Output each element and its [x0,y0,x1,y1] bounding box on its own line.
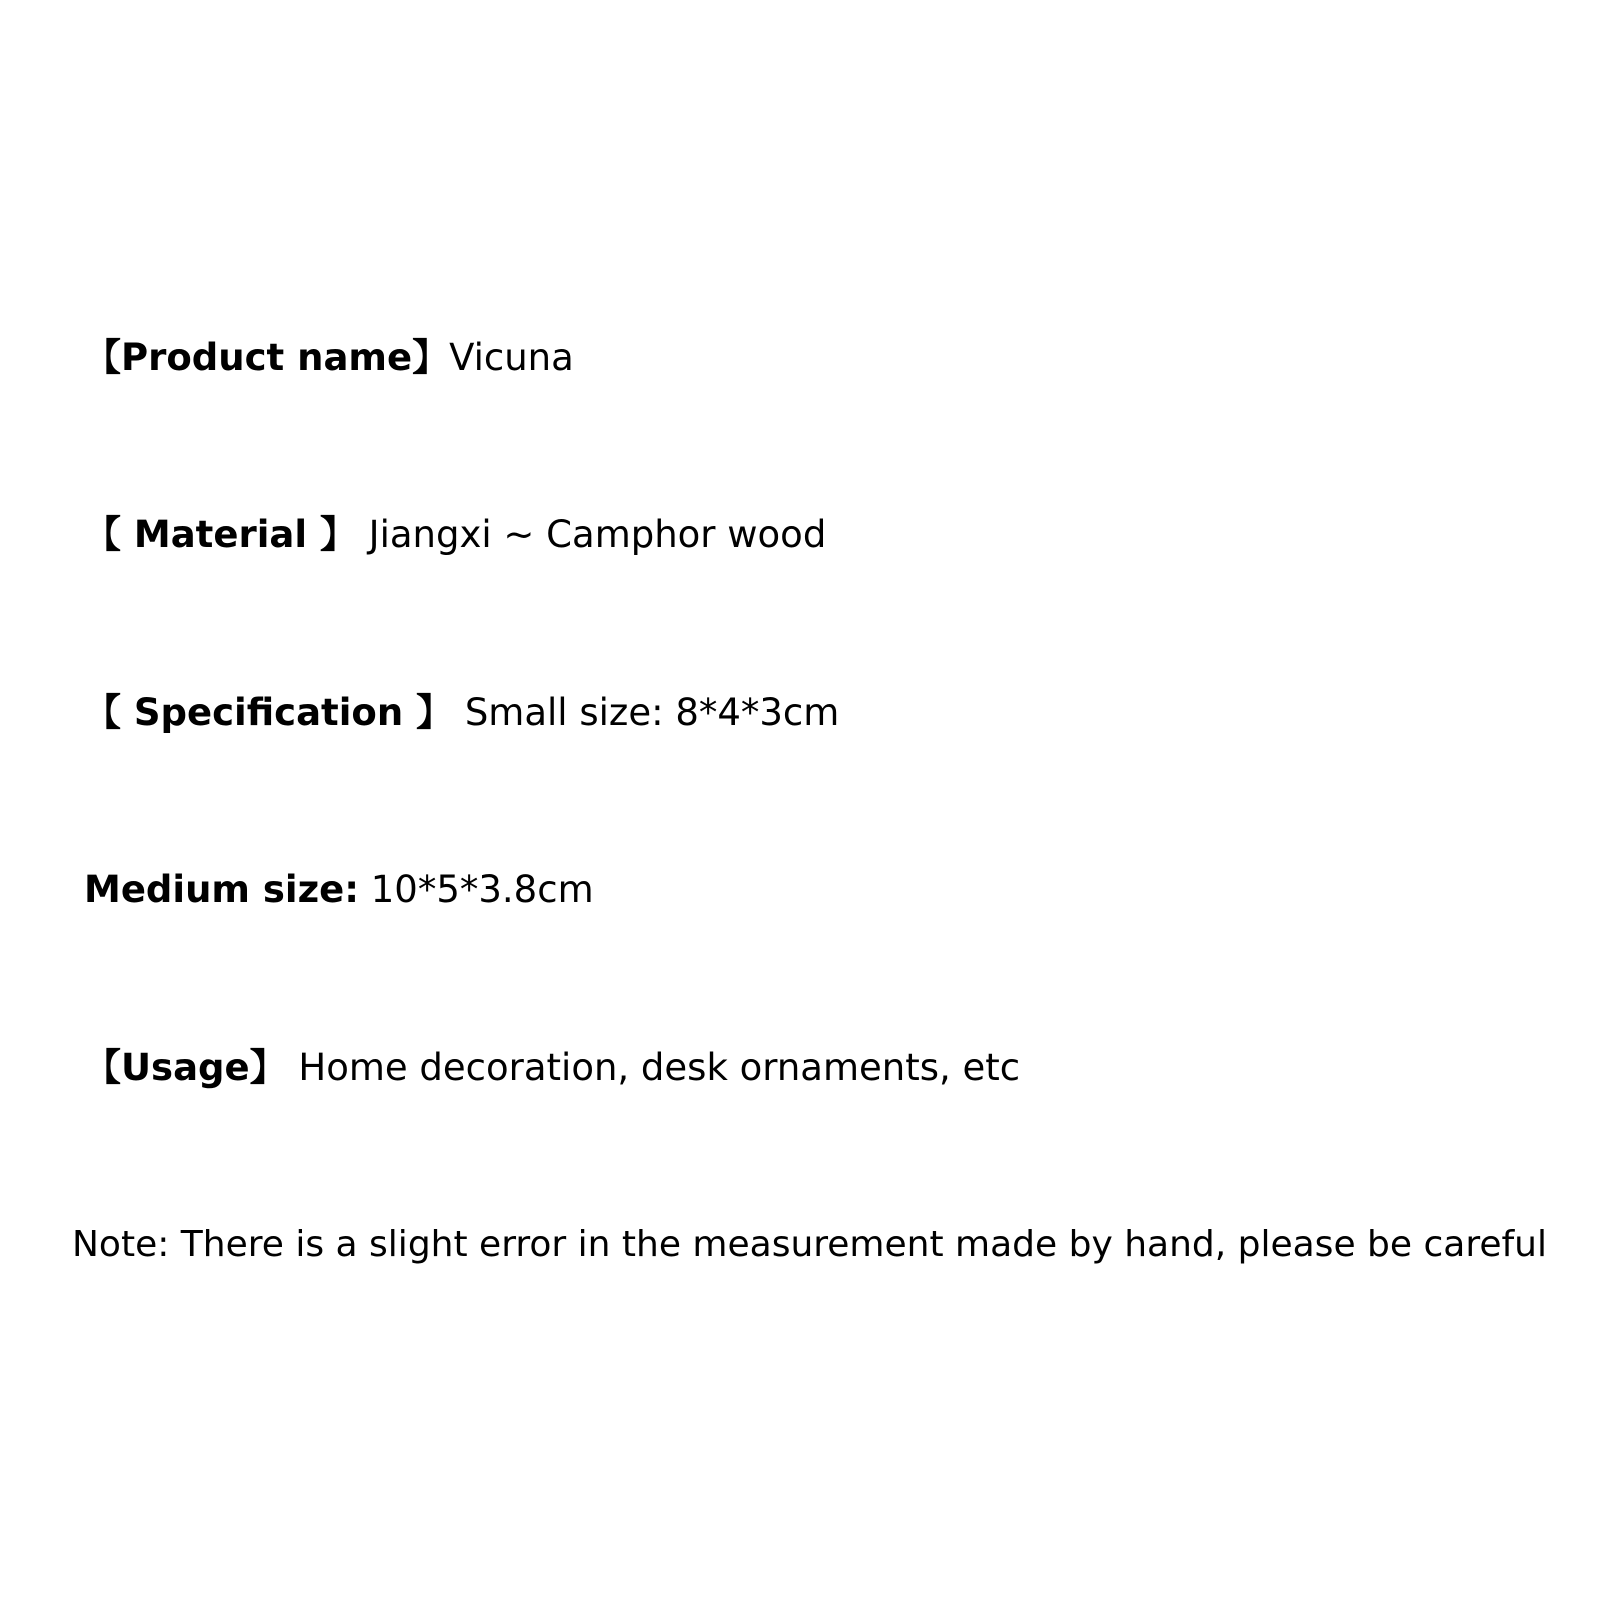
note-text: Note: There is a slight error in the measurement made by hand, please be careful [72,1224,1547,1265]
usage-line [84,1044,1020,1092]
medium-size-line [84,866,594,914]
material-value: Jiangxi ~ Camphor wood [356,513,827,556]
specification-value: Small size: 8*4*3cm [453,691,840,734]
product-name-value: Vicuna [449,336,574,379]
material-label: 【 Material 】 [84,513,357,556]
product-name-label: 【Product name】 [84,336,450,379]
usage-label: 【Usage】 [84,1046,287,1089]
product-name-line [84,334,574,382]
material-line [84,511,826,559]
specification-line [84,689,839,737]
usage-value: Home decoration, desk ornaments, etc [286,1046,1021,1089]
specification-label: 【 Specification 】 [84,691,454,734]
medium-size-value: 10*5*3.8cm [359,868,594,911]
medium-size-label: Medium size: [84,868,359,911]
